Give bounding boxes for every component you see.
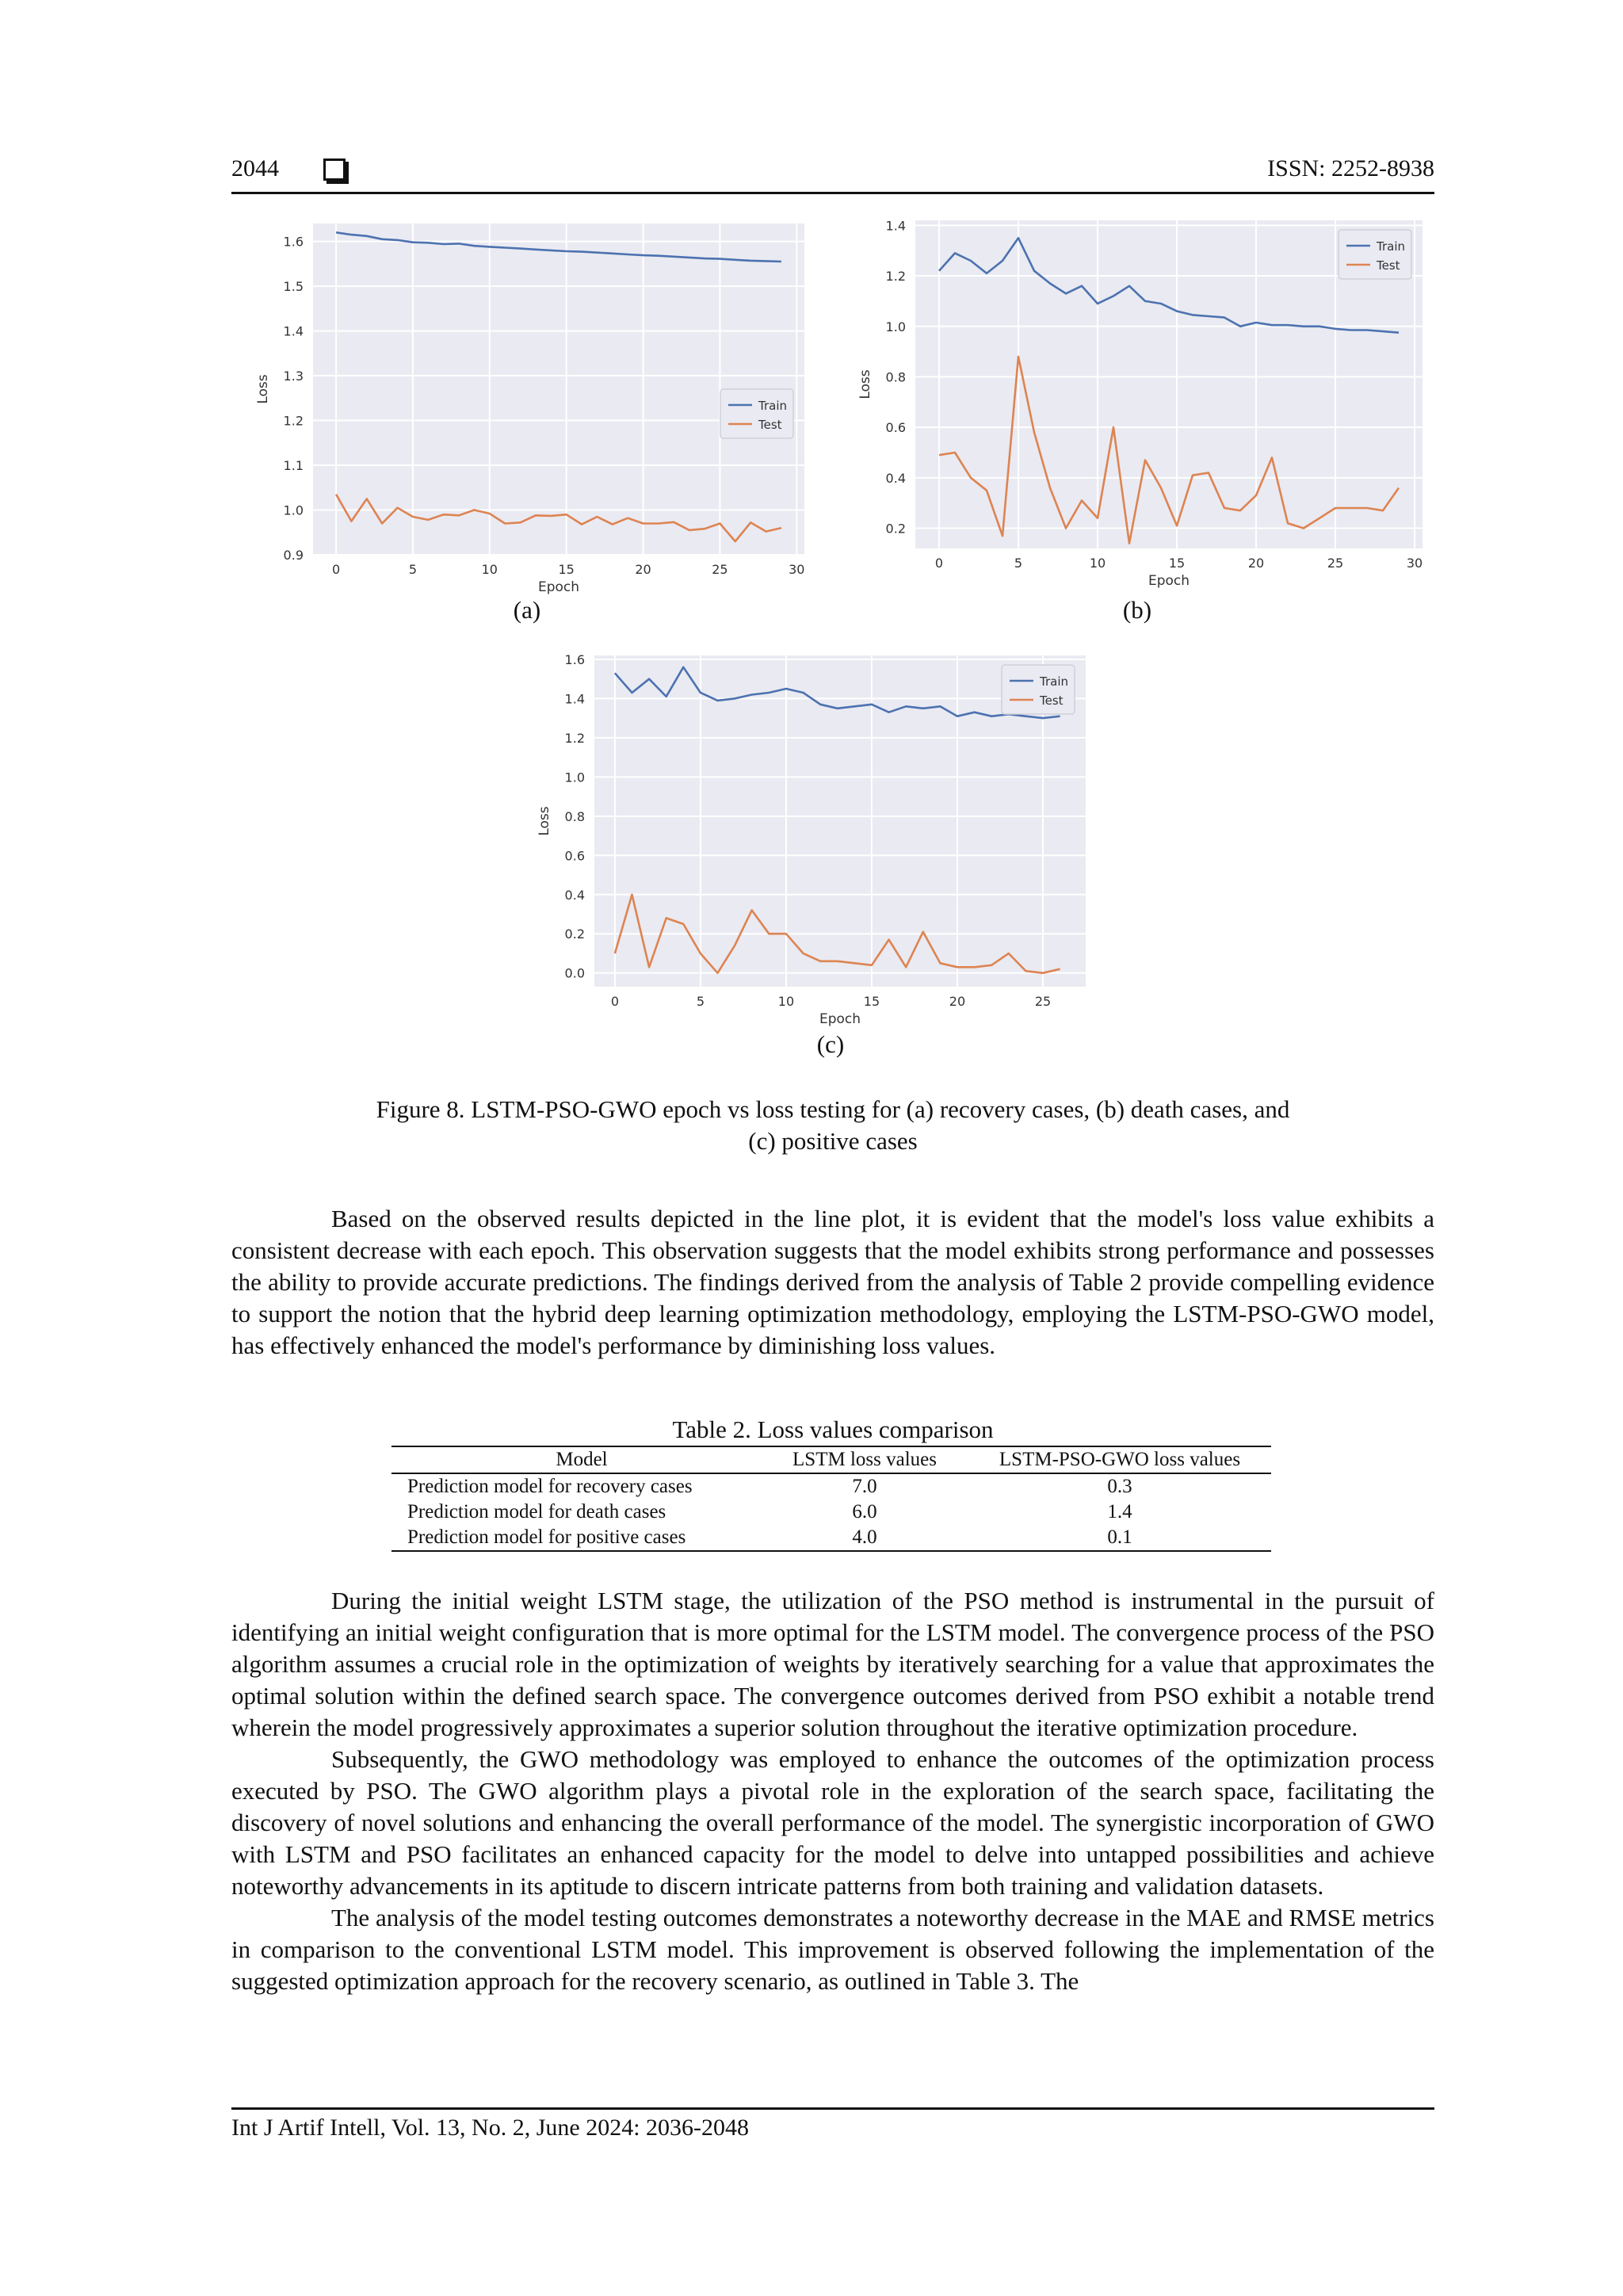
x-tick-label: 20 <box>1247 556 1265 571</box>
y-tick-label: 1.4 <box>885 218 906 234</box>
x-tick-label: 10 <box>1089 556 1106 571</box>
paragraph-4-text: The analysis of the model testing outcomes demonstrates a noteworthy decrease in the MAE and RMSE metrics in comparison to the conventional LSTM model. This improvement is observed following the implementation of the suggested optimization approach for the recovery scenario, as outlined in Table 3. The <box>231 1904 1434 1995</box>
table-cell: 4.0 <box>761 1525 968 1551</box>
table-header-lstm: LSTM loss values <box>761 1446 968 1473</box>
paragraph-3-text: Subsequently, the GWO methodology was employed to enhance the outcomes of the optimization process executed by PSO. The GWO algorithm plays a pivotal role in the exploration of the search space, facilitating the discovery of novel solutions and enhancing the overall performance of the model. The synergistic incorporation of GWO with LSTM and PSO facilitates an enhanced capacity for the model to delve into untapped possibilities and achieve noteworthy advancements in its aptitude to discern intricate patterns from both training and validation datasets. <box>231 1745 1434 1900</box>
y-tick-label: 1.4 <box>283 323 304 339</box>
checkbox-glyph-icon <box>323 159 346 181</box>
figure-caption <box>231 1094 1434 1157</box>
table-cell: 6.0 <box>852 1501 877 1522</box>
x-tick-label: 30 <box>789 562 805 577</box>
y-tick-label: 1.6 <box>283 234 304 250</box>
table-cell: Prediction model for death cases <box>407 1501 666 1522</box>
paragraph-1-text: Based on the observed results depicted in the line plot, it is evident that the model's loss value exhibits a consistent decrease with each epoch. This observation suggests that the model exhibits strong performance and possesses the ability to provide accurate predictions. The findings derived from the analysis of Table 2 provide compelling evidence to support the notion that the hybrid deep learning optimization methodology, employing the LSTM-PSO-GWO model, has effectively enhanced the model's performance by diminishing loss values. <box>231 1205 1434 1359</box>
table-header-lstm-pso-gwo: LSTM-PSO-GWO loss values <box>968 1446 1271 1473</box>
y-axis-label: Loss <box>537 806 552 836</box>
y-tick-label: 1.6 <box>564 651 585 667</box>
body-paragraph-1 <box>231 1203 1434 1362</box>
legend-label: Test <box>1040 693 1064 708</box>
x-tick-label: 15 <box>863 994 880 1009</box>
legend-label: Train <box>758 399 787 413</box>
table-row <box>391 1499 1271 1525</box>
x-tick-label: 15 <box>558 562 575 577</box>
legend-box <box>1002 665 1075 714</box>
y-tick-label: 0.2 <box>885 521 906 537</box>
legend-box <box>1338 230 1411 279</box>
table-header-model: Model <box>391 1446 761 1473</box>
x-tick-label: 10 <box>777 994 795 1009</box>
figure-sublabel-a: (a) <box>513 596 541 624</box>
table-cell: Prediction model for positive cases <box>391 1525 761 1551</box>
figure-caption-line1: Figure 8. LSTM-PSO-GWO epoch vs loss testing for (a) recovery cases, (b) death cases, and <box>376 1095 1290 1123</box>
x-tick-label: 5 <box>1014 556 1023 571</box>
y-tick-label: 1.1 <box>283 458 304 474</box>
y-tick-label: 1.2 <box>283 413 304 429</box>
chart-a-recovery-loss <box>234 214 820 598</box>
figure-caption-line2: (c) positive cases <box>748 1127 918 1155</box>
y-tick-label: 1.0 <box>283 502 304 518</box>
y-tick-label: 1.0 <box>564 770 585 785</box>
table-header-row <box>391 1446 1271 1473</box>
table-row <box>391 1473 1271 1499</box>
legend-box <box>720 389 793 438</box>
table-row <box>391 1525 1271 1551</box>
table-cell: 0.1 <box>968 1525 1271 1551</box>
x-tick-label: 10 <box>481 562 498 577</box>
legend-label: Test <box>758 418 782 432</box>
table-cell: 1.4 <box>1107 1501 1132 1522</box>
body-paragraphs-2-4 <box>231 1585 1434 1997</box>
y-tick-label: 0.6 <box>885 420 906 436</box>
table-cell: Prediction model for recovery cases <box>407 1476 693 1497</box>
y-tick-label: 1.3 <box>283 369 304 384</box>
header-rule <box>231 192 1434 194</box>
y-axis-label: Loss <box>255 374 271 404</box>
x-tick-label: 25 <box>1034 994 1052 1009</box>
x-axis-label: Epoch <box>1148 573 1190 589</box>
x-axis-label: Epoch <box>819 1011 861 1026</box>
x-tick-label: 0 <box>610 994 620 1009</box>
page-header <box>231 155 1434 193</box>
page-footer-citation: Int J Artif Intell, Vol. 13, No. 2, June 2024: 2036-2048 <box>231 2115 750 2141</box>
footer-rule <box>231 2107 1434 2110</box>
y-tick-label: 0.4 <box>885 470 906 486</box>
figure-sublabel-b: (b) <box>1122 596 1152 624</box>
x-tick-label: 20 <box>635 562 651 577</box>
x-tick-label: 5 <box>408 562 418 577</box>
y-tick-label: 1.0 <box>885 319 906 334</box>
page-number: 2044 <box>231 155 279 181</box>
y-tick-label: 0.6 <box>564 848 585 864</box>
table-cell: 7.0 <box>852 1476 877 1497</box>
chart-b-death-loss <box>852 208 1438 592</box>
table-cell: 0.3 <box>1107 1476 1132 1497</box>
y-tick-label: 1.2 <box>885 269 906 285</box>
x-tick-label: 15 <box>1168 556 1186 571</box>
x-tick-label: 25 <box>712 562 728 577</box>
y-tick-label: 0.4 <box>564 887 585 903</box>
y-tick-label: 0.8 <box>564 808 585 824</box>
x-tick-label: 0 <box>934 556 944 571</box>
y-tick-label: 0.2 <box>564 926 585 942</box>
legend-label: Test <box>1377 258 1400 273</box>
x-tick-label: 5 <box>696 994 705 1009</box>
x-tick-label: 0 <box>331 562 341 577</box>
y-tick-label: 1.2 <box>564 730 585 746</box>
figure-sublabel-c: (c) <box>816 1030 845 1058</box>
table-caption: Table 2. Loss values comparison <box>672 1415 994 1443</box>
y-axis-label: Loss <box>857 369 873 399</box>
chart-c-positive-loss <box>531 646 1102 1026</box>
legend-label: Train <box>1377 239 1405 254</box>
y-tick-label: 0.0 <box>564 965 585 981</box>
legend-label: Train <box>1040 674 1068 689</box>
x-tick-label: 20 <box>949 994 966 1009</box>
y-tick-label: 1.5 <box>283 279 304 295</box>
loss-comparison-table <box>391 1446 1271 1552</box>
journal-issn: ISSN: 2252-8938 <box>1267 155 1434 181</box>
y-tick-label: 1.4 <box>564 691 585 707</box>
y-tick-label: 0.8 <box>885 369 906 385</box>
y-tick-label: 0.9 <box>283 548 304 563</box>
x-tick-label: 25 <box>1327 556 1344 571</box>
x-tick-label: 30 <box>1406 556 1423 571</box>
x-axis-label: Epoch <box>537 579 580 595</box>
paragraph-2-text: During the initial weight LSTM stage, the utilization of the PSO method is instrumental in the pursuit of identifying an initial weight configuration that is more optimal for the LSTM model. The convergence process of the PSO algorithm assumes a crucial role in the optimization of weights by iteratively searching for a value that approximates the optimal solution within the defined search space. The convergence outcomes derived from PSO exhibit a notable trend wherein the model progressively approximates a superior solution throughout the iterative optimization procedure. <box>231 1587 1434 1741</box>
